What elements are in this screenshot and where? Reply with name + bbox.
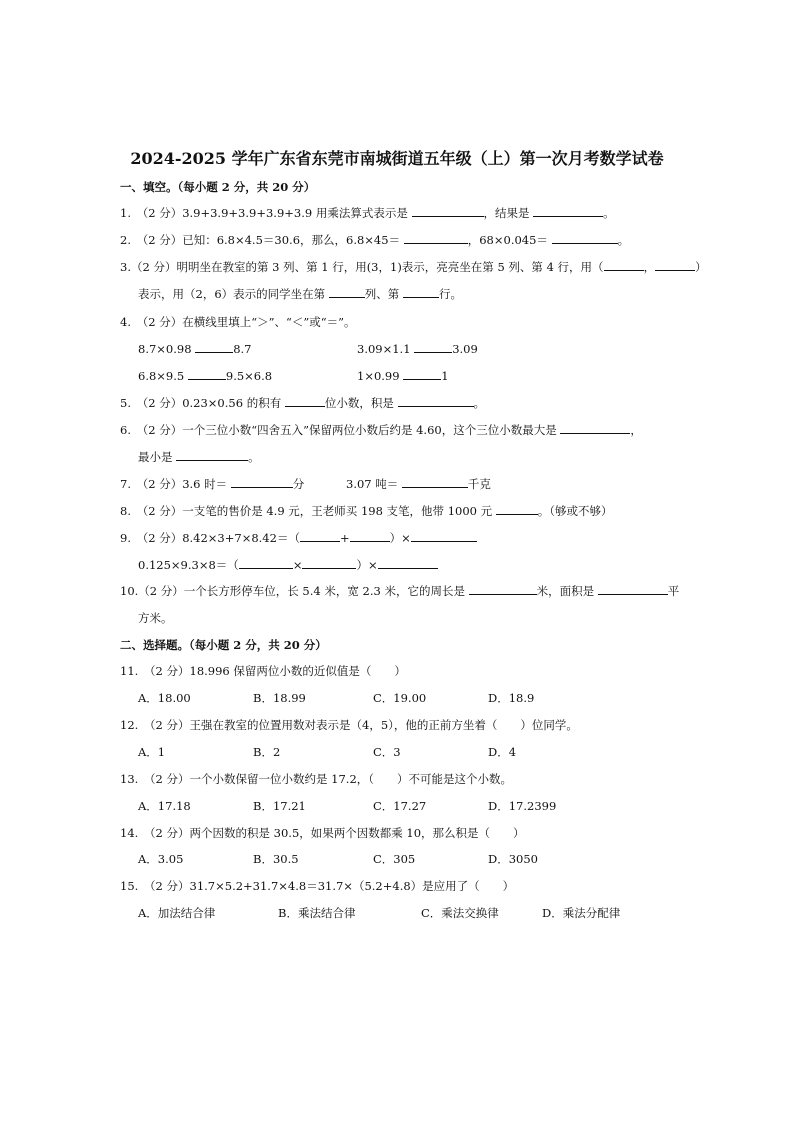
answer-blank[interactable] <box>231 476 293 488</box>
option-d[interactable]: D．3050 <box>488 852 538 866</box>
q3-text-b: ， <box>643 260 656 274</box>
answer-blank[interactable] <box>496 503 538 515</box>
question-6-cont <box>138 449 260 465</box>
q9-text-b: + <box>339 531 350 545</box>
q5-text: 5. （2 分）0.23×0.56 的积有 <box>120 396 285 410</box>
question-3-cont <box>138 286 462 302</box>
option-c[interactable]: C．乘法交换律 <box>421 906 499 920</box>
answer-blank[interactable] <box>411 530 477 542</box>
option-b[interactable]: B．30.5 <box>253 852 299 866</box>
answer-blank[interactable] <box>188 368 226 380</box>
answer-blank[interactable] <box>195 341 233 353</box>
q2-text: 2. （2 分）已知：6.8×4.5＝30.6，那么，6.8×45＝ <box>120 233 404 247</box>
answer-blank[interactable] <box>403 368 441 380</box>
option-c[interactable]: C．305 <box>373 852 416 866</box>
answer-blank[interactable] <box>552 232 618 244</box>
q7-text-d: 千克 <box>467 477 491 491</box>
q1-text-c: 。 <box>603 206 615 220</box>
option-b[interactable]: B．18.99 <box>253 691 306 705</box>
q9-text-d: 0.125×9.3×8＝（ <box>138 558 239 572</box>
option-b[interactable]: B．乘法结合律 <box>278 906 356 920</box>
q10-text: 10.（2 分）一个长方形停车位，长 5.4 米，宽 2.3 米，它的周长是 <box>120 584 469 598</box>
option-a[interactable]: A．17.18 <box>138 799 191 813</box>
option-d[interactable]: D．4 <box>488 745 517 759</box>
answer-blank[interactable] <box>560 422 630 434</box>
q4-row1-right <box>357 341 478 357</box>
q9-text-c: ）× <box>389 531 411 545</box>
q6-text: 6. （2 分）一个三位小数“四舍五入”保留两位小数后约是 4.60，这个三位小数最大是 <box>120 423 561 437</box>
q3-text-d: 表示，用（2，6）表示的同学坐在第 <box>138 287 329 301</box>
answer-blank[interactable] <box>412 205 484 217</box>
question-6 <box>120 422 642 438</box>
option-b[interactable]: B．17.21 <box>253 799 306 813</box>
option-d[interactable]: D．18.9 <box>488 691 535 705</box>
question-3 <box>120 259 707 275</box>
q8-text-b: 。（够或不够） <box>537 504 613 518</box>
answer-blank[interactable] <box>469 583 537 595</box>
answer-blank[interactable] <box>598 583 668 595</box>
q3-text-c: ） <box>695 260 707 274</box>
exam-title: 2024-2025 学年广东省东莞市南城街道五年级（上）第一次月考数学试卷 <box>130 149 664 168</box>
option-b[interactable]: B．2 <box>253 745 281 759</box>
answer-blank[interactable] <box>604 259 644 271</box>
question-7 <box>120 476 304 492</box>
section-heading-choice: 二、选择题。（每小题 2 分，共 20 分） <box>120 638 327 652</box>
option-a[interactable]: A．加法结合律 <box>138 906 216 920</box>
answer-blank[interactable] <box>239 557 293 569</box>
answer-blank[interactable] <box>414 341 452 353</box>
option-d[interactable]: D．17.2399 <box>488 799 557 813</box>
q3-text: 3.（2 分）明明坐在教室的第 3 列、第 1 行，用(3，1)表示，亮亮坐在第 5 列、第 4 行，用（ <box>120 260 604 274</box>
q7-text: 7. （2 分）3.6 时＝ <box>120 477 231 491</box>
question-15: 15. （2 分）31.7×5.2+31.7×4.8＝31.7×（5.2+4.8）是应用了（ ） <box>120 879 515 893</box>
q4-expr: 3.09×1.1 <box>357 342 415 356</box>
q4-expr: 3.09 <box>452 342 478 356</box>
answer-blank[interactable] <box>176 449 248 461</box>
answer-blank[interactable] <box>300 530 340 542</box>
question-13: 13. （2 分）一个小数保留一位小数约是 17.2，（ ）不可能是这个小数。 <box>120 772 513 786</box>
answer-blank[interactable] <box>302 557 356 569</box>
q9-text: 9. （2 分）8.42×3+7×8.42＝（ <box>120 531 300 545</box>
question-4: 4. （2 分）在横线里填上“＞”、“＜”或“＝”。 <box>120 315 356 329</box>
answer-blank[interactable] <box>404 232 468 244</box>
q4-expr: 9.5×6.8 <box>225 369 273 383</box>
question-9-cont <box>138 557 438 573</box>
answer-blank[interactable] <box>378 557 438 569</box>
answer-blank[interactable] <box>350 530 390 542</box>
q9-text-f: ）× <box>356 558 378 572</box>
q8-text: 8. （2 分）一支笔的售价是 4.9 元，王老师买 198 支笔，他带 1000 元 <box>120 504 496 518</box>
q3-text-e: 列、第 <box>364 287 403 301</box>
q6-text-b: ， <box>630 423 642 437</box>
question-12: 12. （2 分）王强在教室的位置用数对表示是（4，5），他的正前方坐着（ ）位同学。 <box>120 718 578 732</box>
question-7-part2 <box>346 476 491 492</box>
question-11: 11. （2 分）18.996 保留两位小数的近似值是（ ） <box>120 664 406 678</box>
question-14: 14. （2 分）两个因数的积是 30.5，如果两个因数都乘 10，那么积是（ ） <box>120 826 525 840</box>
q6-text-c: 最小是 <box>138 450 177 464</box>
question-8 <box>120 503 613 519</box>
section-heading-fill-blank: 一、填空。（每小题 2 分，共 20 分） <box>120 180 316 194</box>
option-d[interactable]: D．乘法分配律 <box>542 906 621 920</box>
q9-text-e: × <box>292 558 303 572</box>
q1-text: 1. （2 分）3.9+3.9+3.9+3.9+3.9 用乘法算式表示是 <box>120 206 412 220</box>
q1-text-b: ，结果是 <box>483 206 534 220</box>
option-c[interactable]: C．19.00 <box>373 691 427 705</box>
q4-expr: 8.7×0.98 <box>138 342 196 356</box>
answer-blank[interactable] <box>533 205 603 217</box>
q5-text-b: 位小数，积是 <box>324 396 398 410</box>
question-1 <box>120 205 615 221</box>
question-2 <box>120 232 629 248</box>
q7-text-c: 3.07 吨＝ <box>346 477 402 491</box>
answer-blank[interactable] <box>655 259 695 271</box>
question-10 <box>120 583 679 599</box>
option-c[interactable]: C．17.27 <box>373 799 427 813</box>
question-10-cont: 方米。 <box>138 611 173 625</box>
q3-text-f: 行。 <box>438 287 462 301</box>
answer-blank[interactable] <box>403 286 439 298</box>
question-5 <box>120 395 485 411</box>
q2-text-b: ，68×0.045＝ <box>467 233 552 247</box>
answer-blank[interactable] <box>329 286 365 298</box>
q4-expr: 8.7 <box>233 342 252 356</box>
q6-text-d: 。 <box>248 450 260 464</box>
q10-text-c: 平 <box>667 584 680 598</box>
answer-blank[interactable] <box>398 395 474 407</box>
option-c[interactable]: C．3 <box>373 745 401 759</box>
q4-expr: 1 <box>441 369 449 383</box>
option-a[interactable]: A．1 <box>138 745 166 759</box>
q5-text-c: 。 <box>473 396 486 410</box>
answer-blank[interactable] <box>285 395 325 407</box>
question-9 <box>120 530 477 546</box>
answer-blank[interactable] <box>402 476 468 488</box>
q4-expr: 6.8×9.5 <box>138 369 188 383</box>
option-a[interactable]: A．18.00 <box>138 691 191 705</box>
q7-text-b: 分 <box>292 477 305 491</box>
q4-row2-right <box>357 368 449 384</box>
q4-expr: 1×0.99 <box>357 369 404 383</box>
option-a[interactable]: A．3.05 <box>138 852 184 866</box>
q10-text-b: 米，面积是 <box>536 584 598 598</box>
q2-text-c: 。 <box>617 233 630 247</box>
q4-row2-left <box>138 368 272 384</box>
q4-row1-left <box>138 341 251 357</box>
